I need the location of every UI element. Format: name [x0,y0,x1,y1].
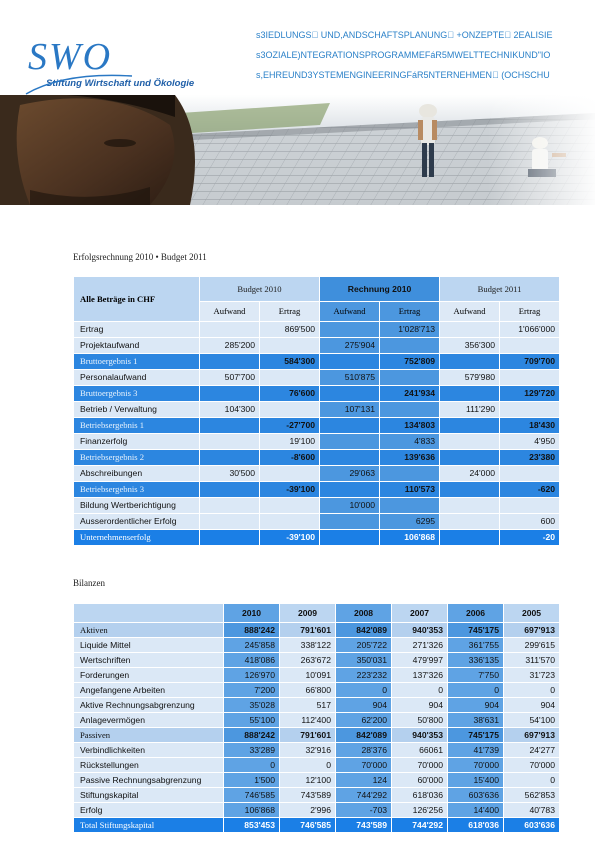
table-row [74,638,560,653]
value-cell: 418'086 [224,653,280,668]
value-cell: 618'036 [448,818,504,833]
value-cell [200,354,260,370]
subheader-ertrag: Ertrag [380,302,440,322]
year-header: 2007 [392,604,448,623]
row-label: Finanzerfolg [74,434,200,450]
value-cell: -8'600 [260,450,320,466]
table-row [74,773,560,788]
row-label: Bruttoergebnis 1 [74,354,200,370]
row-label: Forderungen [74,668,224,683]
logo-subtitle: Stiftung Wirtschaft und Ökologie [46,78,195,89]
year-header: 2008 [336,604,392,623]
value-cell: 137'326 [392,668,448,683]
value-cell: 139'636 [380,450,440,466]
value-cell: 6295 [380,514,440,530]
row-label: Wertschriften [74,653,224,668]
value-cell: 60'000 [392,773,448,788]
value-cell [200,482,260,498]
value-cell: 888'242 [224,728,280,743]
value-cell [200,514,260,530]
value-cell: 350'031 [336,653,392,668]
value-cell: 15'400 [448,773,504,788]
group-header-rechnung-2010: Rechnung 2010 [320,277,440,302]
value-cell [200,434,260,450]
value-cell: 0 [504,683,560,698]
value-cell: 603'636 [448,788,504,803]
value-cell: 18'430 [500,418,560,434]
row-label: Rückstellungen [74,758,224,773]
value-cell [200,386,260,402]
value-cell: 1'066'000 [500,322,560,338]
value-cell: 126'256 [392,803,448,818]
value-cell [200,498,260,514]
value-cell [380,370,440,386]
value-cell: 30'500 [200,466,260,482]
value-cell: 709'700 [500,354,560,370]
value-cell: 55'100 [224,713,280,728]
row-label: Betriebsergebnis 1 [74,418,200,434]
value-cell: 904 [392,698,448,713]
table-row [74,668,560,683]
value-cell [380,402,440,418]
value-cell: 19'100 [260,434,320,450]
row-label: Aktiven [74,623,224,638]
value-cell: 746'585 [224,788,280,803]
value-cell [320,450,380,466]
value-cell: 70'000 [336,758,392,773]
year-header: 2010 [224,604,280,623]
row-label: Projektaufwand [74,338,200,354]
year-header: 2006 [448,604,504,623]
group-header-budget-2011: Budget 2011 [440,277,560,302]
table-row [74,758,560,773]
value-cell: 746'585 [280,818,336,833]
value-cell: -27'700 [260,418,320,434]
value-cell [200,530,260,546]
value-cell: 54'100 [504,713,560,728]
value-cell: 336'135 [448,653,504,668]
table-row [74,683,560,698]
value-cell: 241'934 [380,386,440,402]
value-cell: 70'000 [504,758,560,773]
value-cell: 517 [280,698,336,713]
value-cell: 10'091 [280,668,336,683]
value-cell: -20 [500,530,560,546]
value-cell: 0 [224,758,280,773]
value-cell: 126'970 [224,668,280,683]
value-cell [440,498,500,514]
row-label: Betrieb / Verwaltung [74,402,200,418]
table-corner [74,604,224,623]
value-cell: 35'028 [224,698,280,713]
row-label: Bildung Wertberichtigung [74,498,200,514]
value-cell: 275'904 [320,338,380,354]
value-cell: 70'000 [448,758,504,773]
value-cell [260,370,320,386]
value-cell [500,370,560,386]
row-label: Ertrag [74,322,200,338]
value-cell: 600 [500,514,560,530]
value-cell: 134'803 [380,418,440,434]
table-row [74,803,560,818]
table-row [74,743,560,758]
row-label: Stiftungskapital [74,788,224,803]
row-label: Personalaufwand [74,370,200,386]
value-cell: 205'722 [336,638,392,653]
value-cell [200,418,260,434]
row-label: Bruttoergebnis 3 [74,386,200,402]
row-label: Aktive Rechnungsabgrenzung [74,698,224,713]
tagline-3: s,EHREUND3YSTEMENGINEERINGFáR5NTERNEHMEN  (OCHSCHU [256,70,550,80]
value-cell: 111'290 [440,402,500,418]
value-cell: 24'277 [504,743,560,758]
table-row [74,322,560,338]
value-cell [440,450,500,466]
value-cell [260,402,320,418]
row-label: Angefangene Arbeiten [74,683,224,698]
table-row [74,713,560,728]
table-row [74,338,560,354]
value-cell: 50'800 [392,713,448,728]
subheader-aufwand: Aufwand [320,302,380,322]
value-cell [260,466,320,482]
table-row [74,623,560,638]
value-cell: 745'175 [448,728,504,743]
value-cell: 110'573 [380,482,440,498]
row-label: Betriebsergebnis 2 [74,450,200,466]
value-cell: 107'131 [320,402,380,418]
table-row [74,498,560,514]
row-label: Erfolg [74,803,224,818]
value-cell [380,338,440,354]
value-cell: 14'400 [448,803,504,818]
row-label: Passiven [74,728,224,743]
value-cell: 1'028'713 [380,322,440,338]
header-photo [0,95,595,205]
value-cell [500,498,560,514]
value-cell: 106'868 [224,803,280,818]
value-cell: 10'000 [320,498,380,514]
table-row [74,698,560,713]
value-cell [200,450,260,466]
table-row [74,370,560,386]
value-cell [380,498,440,514]
value-cell: 29'063 [320,466,380,482]
value-cell: 311'570 [504,653,560,668]
table-row [74,418,560,434]
row-label: Total Stiftungskapital [74,818,224,833]
table-row [74,450,560,466]
table-row [74,482,560,498]
tagline-2: s3OZIALE)NTEGRATIONSPROGRAMMEFáR5MWELTTECHNIKUND"IO [256,50,551,60]
value-cell [440,514,500,530]
value-cell: 842'089 [336,623,392,638]
tagline-1: s3IEDLUNGS  UND,ANDSCHAFTSPLANUNG  +ONZEPTE  2EALISIE [256,30,553,40]
value-cell: 869'500 [260,322,320,338]
page-header [0,0,595,205]
value-cell: 129'720 [500,386,560,402]
row-label: Anlagevermögen [74,713,224,728]
row-label: Liquide Mittel [74,638,224,653]
value-cell: 285'200 [200,338,260,354]
value-cell: -39'100 [260,530,320,546]
table-row [74,466,560,482]
value-cell: 299'615 [504,638,560,653]
value-cell: 745'175 [448,623,504,638]
year-header: 2005 [504,604,560,623]
value-cell: 507'700 [200,370,260,386]
table-row [74,402,560,418]
value-cell: 603'636 [504,818,560,833]
value-cell: 752'809 [380,354,440,370]
value-cell: -703 [336,803,392,818]
value-cell: 31'723 [504,668,560,683]
value-cell: 28'376 [336,743,392,758]
value-cell [440,434,500,450]
group-header-budget-2010: Budget 2010 [200,277,320,302]
value-cell: 510'875 [320,370,380,386]
value-cell: 940'353 [392,623,448,638]
value-cell: 940'353 [392,728,448,743]
row-label: Abschreibungen [74,466,200,482]
value-cell: 7'750 [448,668,504,683]
value-cell [500,466,560,482]
value-cell: 76'600 [260,386,320,402]
value-cell: 24'000 [440,466,500,482]
value-cell: 106'868 [380,530,440,546]
table-corner-label: Alle Beträge in CHF [74,277,200,322]
subheader-aufwand: Aufwand [440,302,500,322]
value-cell [260,514,320,530]
value-cell: -39'100 [260,482,320,498]
row-label: Ausserordentlicher Erfolg [74,514,200,530]
table-row [74,530,560,546]
value-cell [260,498,320,514]
value-cell: 271'326 [392,638,448,653]
value-cell: -620 [500,482,560,498]
value-cell [320,322,380,338]
value-cell: 744'292 [392,818,448,833]
value-cell: 743'589 [280,788,336,803]
value-cell: 356'300 [440,338,500,354]
value-cell [440,322,500,338]
value-cell: 4'950 [500,434,560,450]
value-cell [200,322,260,338]
table-row [74,728,560,743]
value-cell: 842'089 [336,728,392,743]
logo-swoosh-icon [24,68,134,98]
value-cell [440,386,500,402]
value-cell: 697'913 [504,623,560,638]
value-cell: 23'380 [500,450,560,466]
value-cell: 33'289 [224,743,280,758]
value-cell [320,418,380,434]
row-label: Unternehmenserfolg [74,530,200,546]
value-cell: 104'300 [200,402,260,418]
value-cell [320,514,380,530]
value-cell: 62'200 [336,713,392,728]
value-cell: 791'601 [280,623,336,638]
value-cell [380,466,440,482]
table-row [74,788,560,803]
table-row [74,514,560,530]
value-cell: 112'400 [280,713,336,728]
value-cell: 0 [504,773,560,788]
value-cell: 888'242 [224,623,280,638]
subheader-ertrag: Ertrag [260,302,320,322]
table-row [74,354,560,370]
value-cell: 791'601 [280,728,336,743]
table-row [74,653,560,668]
value-cell: 0 [336,683,392,698]
year-header: 2009 [280,604,336,623]
subheader-ertrag: Ertrag [500,302,560,322]
value-cell [440,530,500,546]
value-cell: 904 [336,698,392,713]
value-cell: 124 [336,773,392,788]
value-cell: 0 [448,683,504,698]
value-cell: 904 [448,698,504,713]
value-cell [320,434,380,450]
logo-wordmark: SWO [28,36,113,78]
value-cell: 12'100 [280,773,336,788]
value-cell: 743'589 [336,818,392,833]
value-cell: 0 [280,758,336,773]
value-cell: 361'755 [448,638,504,653]
value-cell [500,338,560,354]
row-label: Verbindlichkeiten [74,743,224,758]
value-cell: 32'916 [280,743,336,758]
erfolgsrechnung-title: Erfolgsrechnung 2010 • Budget 2011 [73,252,207,262]
value-cell: 2'996 [280,803,336,818]
value-cell [260,338,320,354]
value-cell: 338'122 [280,638,336,653]
value-cell [500,402,560,418]
value-cell: 618'036 [392,788,448,803]
erfolgsrechnung-table [73,276,560,546]
value-cell: 562'853 [504,788,560,803]
table-row [74,386,560,402]
value-cell [320,482,380,498]
value-cell [440,354,500,370]
value-cell: 904 [504,698,560,713]
value-cell [320,530,380,546]
value-cell: 853'453 [224,818,280,833]
value-cell [320,386,380,402]
value-cell: 584'300 [260,354,320,370]
value-cell: 66'800 [280,683,336,698]
bilanzen-table [73,603,560,833]
value-cell: 245'858 [224,638,280,653]
subheader-aufwand: Aufwand [200,302,260,322]
value-cell [320,354,380,370]
value-cell [440,418,500,434]
table-row [74,818,560,833]
value-cell: 479'997 [392,653,448,668]
value-cell: 70'000 [392,758,448,773]
value-cell: 40'783 [504,803,560,818]
value-cell: 0 [392,683,448,698]
bilanzen-title: Bilanzen [73,578,105,588]
value-cell [440,482,500,498]
value-cell: 579'980 [440,370,500,386]
value-cell: 223'232 [336,668,392,683]
row-label: Passive Rechnungsabgrenzung [74,773,224,788]
row-label: Betriebsergebnis 3 [74,482,200,498]
value-cell: 4'833 [380,434,440,450]
value-cell: 1'500 [224,773,280,788]
value-cell: 66061 [392,743,448,758]
value-cell: 7'200 [224,683,280,698]
value-cell: 263'672 [280,653,336,668]
value-cell: 38'631 [448,713,504,728]
table-row [74,434,560,450]
swo-logo [28,38,194,89]
value-cell: 697'913 [504,728,560,743]
value-cell: 744'292 [336,788,392,803]
value-cell: 41'739 [448,743,504,758]
